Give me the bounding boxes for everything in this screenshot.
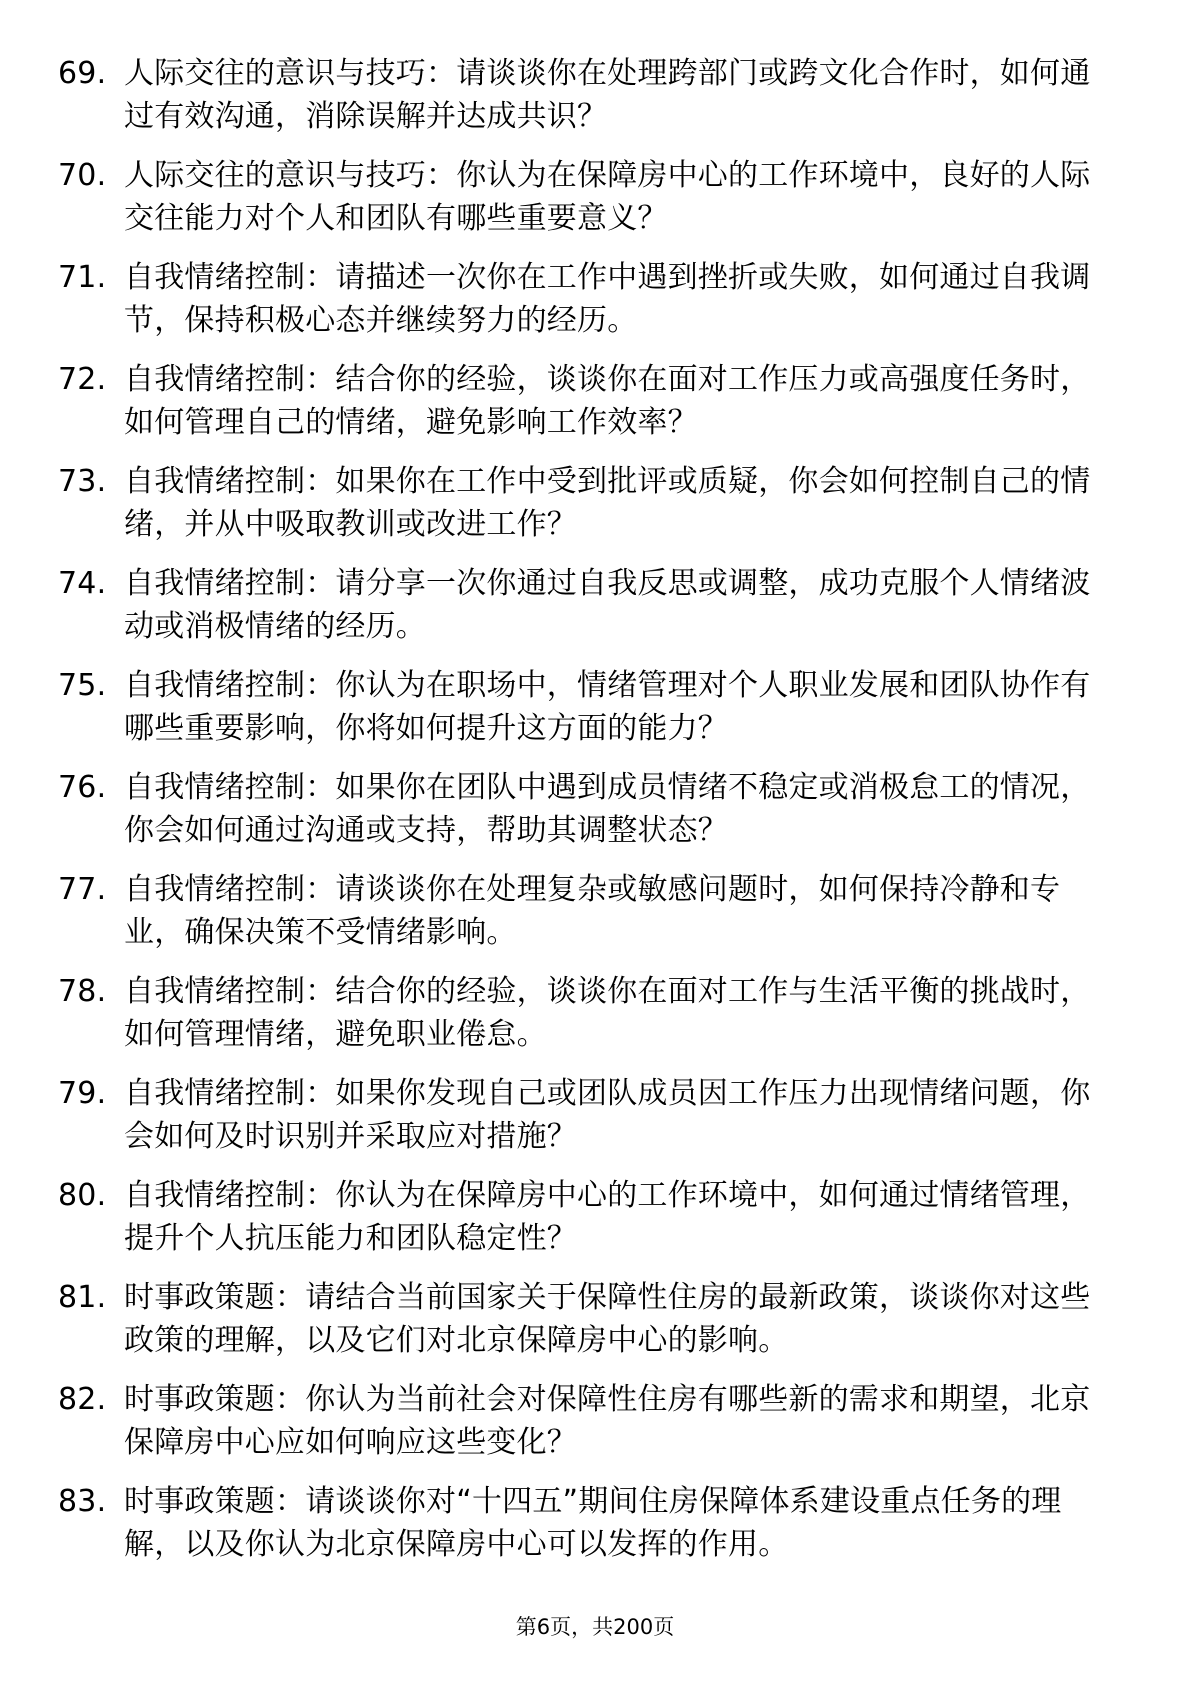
question-item	[58, 562, 1118, 648]
question-number: 80.	[58, 1178, 107, 1213]
question-text: 自我情绪控制：你认为在保障房中心的工作环境中，如何通过情绪管理，提升个人抗压能力和团队稳定性？	[124, 1178, 1091, 1256]
question-text: 时事政策题：请结合当前国家关于保障性住房的最新政策，谈谈你对这些政策的理解，以及它们对北京保障房中心的影响。	[124, 1280, 1091, 1358]
question-text: 自我情绪控制：结合你的经验，谈谈你在面对工作压力或高强度任务时，如何管理自己的情绪，避免影响工作效率？	[124, 362, 1091, 440]
question-number: 83.	[58, 1484, 107, 1519]
question-item	[58, 256, 1118, 342]
question-list	[58, 52, 1118, 1582]
question-number: 73.	[58, 464, 107, 499]
question-number: 78.	[58, 974, 107, 1009]
question-item	[58, 1480, 1118, 1566]
question-text: 时事政策题：请谈谈你对“十四五”期间住房保障体系建设重点任务的理解，以及你认为北京保障房中心可以发挥的作用。	[124, 1484, 1062, 1562]
question-item	[58, 52, 1118, 138]
question-item	[58, 1174, 1118, 1260]
question-item	[58, 664, 1118, 750]
question-text: 自我情绪控制：如果你发现自己或团队成员因工作压力出现情绪问题，你会如何及时识别并采取应对措施？	[124, 1076, 1091, 1154]
question-number: 76.	[58, 770, 107, 805]
question-item	[58, 766, 1118, 852]
question-item	[58, 154, 1118, 240]
page-footer: 第6页，共200页	[515, 1615, 675, 1639]
question-number: 69.	[58, 56, 107, 91]
question-number: 75.	[58, 668, 107, 703]
question-text: 人际交往的意识与技巧：请谈谈你在处理跨部门或跨文化合作时，如何通过有效沟通，消除误解并达成共识？	[124, 56, 1091, 134]
question-number: 82.	[58, 1382, 107, 1417]
question-number: 70.	[58, 158, 107, 193]
question-item	[58, 358, 1118, 444]
question-text: 自我情绪控制：请谈谈你在处理复杂或敏感问题时，如何保持冷静和专业，确保决策不受情绪影响。	[124, 872, 1061, 950]
question-number: 74.	[58, 566, 107, 601]
question-item	[58, 460, 1118, 546]
question-text: 时事政策题：你认为当前社会对保障性住房有哪些新的需求和期望，北京保障房中心应如何响应这些变化？	[124, 1382, 1091, 1460]
question-number: 81.	[58, 1280, 107, 1315]
question-text: 自我情绪控制：你认为在职场中，情绪管理对个人职业发展和团队协作有哪些重要影响，你将如何提升这方面的能力？	[124, 668, 1091, 746]
question-text: 自我情绪控制：如果你在团队中遇到成员情绪不稳定或消极怠工的情况，你会如何通过沟通或支持，帮助其调整状态？	[124, 770, 1091, 848]
question-text: 自我情绪控制：请分享一次你通过自我反思或调整，成功克服个人情绪波动或消极情绪的经历。	[124, 566, 1091, 644]
question-item	[58, 1378, 1118, 1464]
question-number: 77.	[58, 872, 107, 907]
question-item	[58, 868, 1118, 954]
question-item	[58, 970, 1118, 1056]
question-number: 72.	[58, 362, 107, 397]
question-text: 自我情绪控制：结合你的经验，谈谈你在面对工作与生活平衡的挑战时，如何管理情绪，避免职业倦怠。	[124, 974, 1091, 1052]
question-number: 71.	[58, 260, 107, 295]
question-text: 自我情绪控制：如果你在工作中受到批评或质疑，你会如何控制自己的情绪，并从中吸取教训或改进工作？	[124, 464, 1091, 542]
question-item	[58, 1072, 1118, 1158]
question-number: 79.	[58, 1076, 107, 1111]
question-text: 人际交往的意识与技巧：你认为在保障房中心的工作环境中，良好的人际交往能力对个人和团队有哪些重要意义？	[124, 158, 1091, 236]
question-text: 自我情绪控制：请描述一次你在工作中遇到挫折或失败，如何通过自我调节，保持积极心态并继续努力的经历。	[124, 260, 1091, 338]
question-item	[58, 1276, 1118, 1362]
